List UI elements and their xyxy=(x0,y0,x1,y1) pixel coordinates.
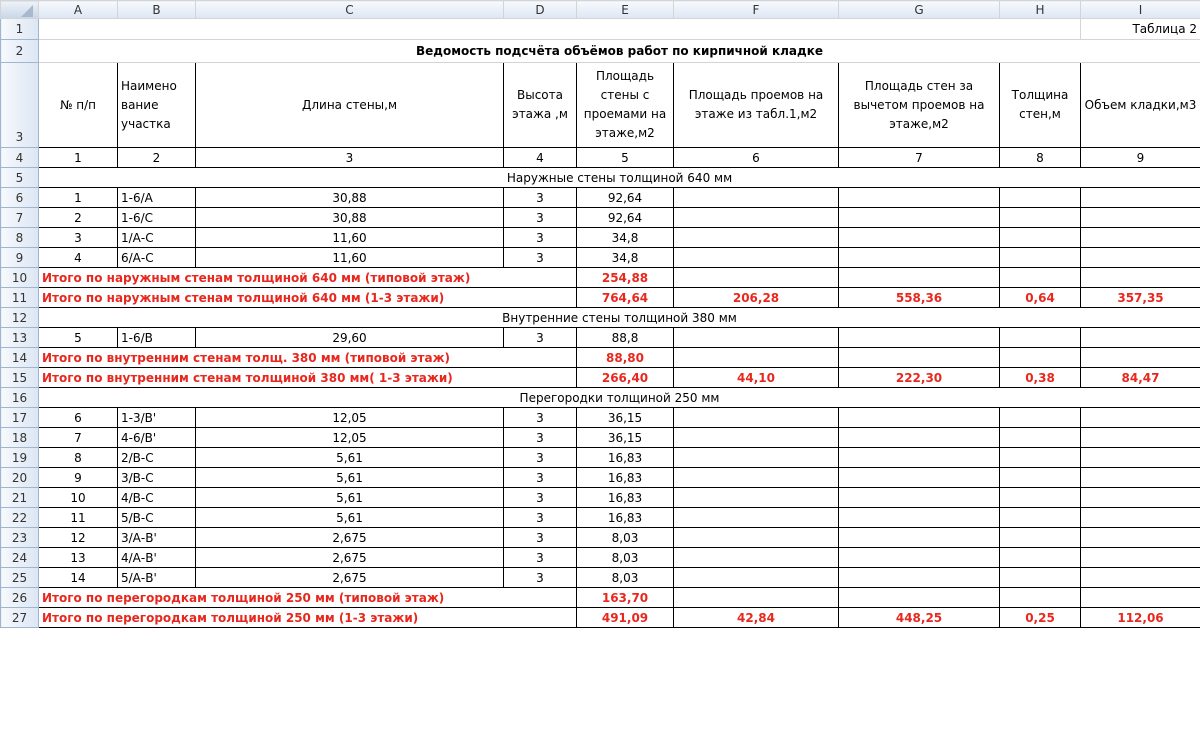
total-row xyxy=(1,348,1200,368)
total-net-area-cell[interactable]: 222,30 xyxy=(839,368,1000,388)
cell-section[interactable]: 4/В-С xyxy=(118,488,196,508)
empty-cell[interactable] xyxy=(839,248,1000,268)
row-header[interactable]: 14 xyxy=(1,348,39,368)
cell-number[interactable]: 10 xyxy=(39,488,118,508)
empty-cell[interactable] xyxy=(1081,348,1200,368)
empty-cell[interactable] xyxy=(674,468,839,488)
cell-area[interactable]: 8,03 xyxy=(577,528,674,548)
empty-cell[interactable] xyxy=(674,528,839,548)
empty-cell[interactable] xyxy=(1000,328,1081,348)
row-header[interactable]: 4 xyxy=(1,148,39,168)
empty-cell[interactable] xyxy=(1000,348,1081,368)
cell-number[interactable]: 1 xyxy=(39,188,118,208)
cell-height[interactable]: 3 xyxy=(504,448,577,468)
column-header-h[interactable]: H xyxy=(1000,1,1081,19)
cell-number[interactable]: 6 xyxy=(39,408,118,428)
table-label-cell[interactable]: Таблица 2 xyxy=(1081,19,1200,40)
empty-cell[interactable] xyxy=(1081,328,1200,348)
cell-section[interactable]: 5/А-В' xyxy=(118,568,196,588)
row-header[interactable]: 17 xyxy=(1,408,39,428)
column-header-i[interactable]: I xyxy=(1081,1,1200,19)
empty-cell[interactable] xyxy=(1081,468,1200,488)
header-cell-net-wall-area[interactable]: Площадь стен за вычетом проемов на этаже,м2 xyxy=(839,63,1000,148)
empty-cell[interactable] xyxy=(839,348,1000,368)
row-header[interactable]: 15 xyxy=(1,368,39,388)
empty-cell[interactable] xyxy=(839,528,1000,548)
empty-cell[interactable] xyxy=(1000,588,1081,608)
empty-cell[interactable] xyxy=(1000,568,1081,588)
total-row xyxy=(1,368,1200,388)
total-row xyxy=(1,288,1200,308)
total-area-cell[interactable]: 266,40 xyxy=(577,368,674,388)
empty-cell[interactable] xyxy=(1081,208,1200,228)
table-row xyxy=(1,488,1200,508)
cell-height[interactable]: 3 xyxy=(504,208,577,228)
empty-cell[interactable] xyxy=(1081,228,1200,248)
empty-cell[interactable] xyxy=(839,208,1000,228)
cell-height[interactable]: 3 xyxy=(504,508,577,528)
section-title-cell[interactable]: Внутренние стены толщиной 380 мм xyxy=(39,308,1200,328)
cell-height[interactable]: 3 xyxy=(504,488,577,508)
total-area-cell[interactable]: 163,70 xyxy=(577,588,674,608)
empty-cell[interactable] xyxy=(839,328,1000,348)
total-label-cell[interactable]: Итого по перегородкам толщиной 250 мм (1-3 этажи) xyxy=(39,608,577,628)
empty-cell[interactable] xyxy=(1000,528,1081,548)
empty-cell[interactable] xyxy=(1000,548,1081,568)
empty-cell[interactable] xyxy=(674,208,839,228)
header-cell-wall-thickness[interactable]: Толщина стен,м xyxy=(1000,63,1081,148)
sheet-title-cell[interactable]: Ведомость подсчёта объёмов работ по кирпичной кладке xyxy=(39,40,1200,63)
row-header[interactable]: 11 xyxy=(1,288,39,308)
total-volume-cell[interactable]: 357,35 xyxy=(1081,288,1200,308)
cell-area[interactable]: 8,03 xyxy=(577,568,674,588)
cell-length[interactable]: 5,61 xyxy=(196,488,504,508)
empty-cell[interactable] xyxy=(1081,248,1200,268)
table-row xyxy=(1,208,1200,228)
row-header[interactable]: 7 xyxy=(1,208,39,228)
cell-length[interactable]: 12,05 xyxy=(196,408,504,428)
cell-section[interactable]: 1/А-С xyxy=(118,228,196,248)
empty-cell[interactable] xyxy=(1081,268,1200,288)
total-openings-cell[interactable]: 44,10 xyxy=(674,368,839,388)
header-cell-wall-area[interactable]: Площадь стены с проемами на этаже,м2 xyxy=(577,63,674,148)
row-header[interactable]: 24 xyxy=(1,548,39,568)
cell-height[interactable]: 3 xyxy=(504,468,577,488)
total-label-cell[interactable]: Итого по перегородкам толщиной 250 мм (типовой этаж) xyxy=(39,588,577,608)
row-header[interactable]: 8 xyxy=(1,228,39,248)
select-all-icon xyxy=(21,5,33,17)
column-header-b[interactable]: B xyxy=(118,1,196,19)
cell-area[interactable]: 8,03 xyxy=(577,548,674,568)
total-volume-cell[interactable]: 84,47 xyxy=(1081,368,1200,388)
cell-section[interactable]: 1-6/В xyxy=(118,328,196,348)
empty-cell[interactable] xyxy=(674,428,839,448)
select-all-corner[interactable] xyxy=(1,1,39,19)
cell-section[interactable]: 3/А-В' xyxy=(118,528,196,548)
row-header[interactable]: 6 xyxy=(1,188,39,208)
sheet-row xyxy=(1,19,1200,40)
cell-length[interactable]: 30,88 xyxy=(196,188,504,208)
total-area-cell[interactable]: 764,64 xyxy=(577,288,674,308)
row-header[interactable]: 5 xyxy=(1,168,39,188)
header-row xyxy=(1,63,1200,148)
cell-section[interactable]: 1-3/В' xyxy=(118,408,196,428)
row-header[interactable]: 25 xyxy=(1,568,39,588)
cell-area[interactable]: 92,64 xyxy=(577,208,674,228)
table-row xyxy=(1,188,1200,208)
cell-length[interactable]: 11,60 xyxy=(196,228,504,248)
cell-number[interactable]: 7 xyxy=(39,428,118,448)
row-header[interactable]: 19 xyxy=(1,448,39,468)
cell-number[interactable]: 2 xyxy=(39,208,118,228)
empty-cell[interactable] xyxy=(839,268,1000,288)
empty-cell[interactable] xyxy=(1000,488,1081,508)
column-number-cell[interactable]: 4 xyxy=(504,148,577,168)
table-row xyxy=(1,508,1200,528)
total-area-cell[interactable]: 254,88 xyxy=(577,268,674,288)
cell-length[interactable]: 2,675 xyxy=(196,528,504,548)
row-header[interactable]: 20 xyxy=(1,468,39,488)
table-row xyxy=(1,228,1200,248)
table-row xyxy=(1,408,1200,428)
column-header-g[interactable]: G xyxy=(839,1,1000,19)
cell-section[interactable]: 1-6/С xyxy=(118,208,196,228)
cell-section[interactable]: 2/В-С xyxy=(118,448,196,468)
cell-height[interactable]: 3 xyxy=(504,328,577,348)
row-header[interactable]: 26 xyxy=(1,588,39,608)
row-header[interactable]: 1 xyxy=(1,19,39,40)
total-thickness-cell[interactable]: 0,64 xyxy=(1000,288,1081,308)
row-header[interactable]: 21 xyxy=(1,488,39,508)
empty-cell[interactable] xyxy=(1000,508,1081,528)
cell-area[interactable]: 16,83 xyxy=(577,508,674,528)
column-number-cell[interactable]: 7 xyxy=(839,148,1000,168)
column-header-f[interactable]: F xyxy=(674,1,839,19)
column-number-cell[interactable]: 2 xyxy=(118,148,196,168)
cell-length[interactable]: 2,675 xyxy=(196,548,504,568)
empty-cell[interactable] xyxy=(1000,248,1081,268)
cell-length[interactable]: 5,61 xyxy=(196,448,504,468)
empty-cell[interactable] xyxy=(674,228,839,248)
cell-number[interactable]: 5 xyxy=(39,328,118,348)
total-row xyxy=(1,608,1200,628)
table-row xyxy=(1,328,1200,348)
empty-cell[interactable] xyxy=(1000,408,1081,428)
empty-cell[interactable] xyxy=(1000,468,1081,488)
column-header-c[interactable]: C xyxy=(196,1,504,19)
row-header[interactable]: 10 xyxy=(1,268,39,288)
cell-area[interactable]: 16,83 xyxy=(577,488,674,508)
cell-number[interactable]: 11 xyxy=(39,508,118,528)
row-header[interactable]: 23 xyxy=(1,528,39,548)
header-cell-number[interactable]: № п/п xyxy=(39,63,118,148)
cell-height[interactable]: 3 xyxy=(504,528,577,548)
total-label-cell[interactable]: Итого по внутренним стенам толщиной 380 мм( 1-3 этажи) xyxy=(39,368,577,388)
empty-cell[interactable] xyxy=(674,348,839,368)
empty-cell[interactable] xyxy=(674,448,839,468)
empty-cell[interactable] xyxy=(839,488,1000,508)
column-number-row xyxy=(1,148,1200,168)
empty-cell[interactable] xyxy=(674,508,839,528)
empty-cell[interactable] xyxy=(674,488,839,508)
column-number-cell[interactable]: 5 xyxy=(577,148,674,168)
cell-area[interactable]: 34,8 xyxy=(577,228,674,248)
table-row xyxy=(1,528,1200,548)
header-cell-openings-area[interactable]: Площадь проемов на этаже из табл.1,м2 xyxy=(674,63,839,148)
row-header[interactable]: 16 xyxy=(1,388,39,408)
cell-number[interactable]: 14 xyxy=(39,568,118,588)
empty-cell[interactable] xyxy=(674,568,839,588)
total-label-cell[interactable]: Итого по внутренним стенам толщ. 380 мм (типовой этаж) xyxy=(39,348,577,368)
empty-cell[interactable] xyxy=(839,408,1000,428)
cell-length[interactable]: 5,61 xyxy=(196,508,504,528)
total-row xyxy=(1,588,1200,608)
empty-cell[interactable] xyxy=(1081,548,1200,568)
empty-cell[interactable] xyxy=(1081,568,1200,588)
empty-cell[interactable] xyxy=(1081,408,1200,428)
cell-height[interactable]: 3 xyxy=(504,408,577,428)
cell-height[interactable]: 3 xyxy=(504,568,577,588)
empty-cell[interactable] xyxy=(674,328,839,348)
total-area-cell[interactable]: 491,09 xyxy=(577,608,674,628)
cell-length[interactable]: 12,05 xyxy=(196,428,504,448)
cell-number[interactable]: 12 xyxy=(39,528,118,548)
total-thickness-cell[interactable]: 0,25 xyxy=(1000,608,1081,628)
row-header[interactable]: 27 xyxy=(1,608,39,628)
table-row xyxy=(1,448,1200,468)
cell-area[interactable]: 36,15 xyxy=(577,408,674,428)
total-openings-cell[interactable]: 206,28 xyxy=(674,288,839,308)
table-row xyxy=(1,548,1200,568)
empty-cell[interactable] xyxy=(39,19,1081,40)
row-header[interactable]: 2 xyxy=(1,40,39,63)
cell-number[interactable]: 9 xyxy=(39,468,118,488)
total-label-cell[interactable]: Итого по наружным стенам толщиной 640 мм (типовой этаж) xyxy=(39,268,577,288)
row-header[interactable]: 12 xyxy=(1,308,39,328)
empty-cell[interactable] xyxy=(1000,428,1081,448)
cell-height[interactable]: 3 xyxy=(504,228,577,248)
row-header[interactable]: 13 xyxy=(1,328,39,348)
empty-cell[interactable] xyxy=(1081,488,1200,508)
sheet-row xyxy=(1,40,1200,63)
table-row xyxy=(1,568,1200,588)
cell-number[interactable]: 8 xyxy=(39,448,118,468)
empty-cell[interactable] xyxy=(839,508,1000,528)
total-row xyxy=(1,268,1200,288)
cell-section[interactable]: 4/А-В' xyxy=(118,548,196,568)
cell-length[interactable]: 30,88 xyxy=(196,208,504,228)
empty-cell[interactable] xyxy=(1081,528,1200,548)
header-cell-wall-length[interactable]: Длина стены,м xyxy=(196,63,504,148)
cell-area[interactable]: 36,15 xyxy=(577,428,674,448)
section-row xyxy=(1,168,1200,188)
cell-area[interactable]: 88,8 xyxy=(577,328,674,348)
empty-cell[interactable] xyxy=(674,248,839,268)
table-row xyxy=(1,428,1200,448)
empty-cell[interactable] xyxy=(1081,508,1200,528)
empty-cell[interactable] xyxy=(674,408,839,428)
row-header[interactable]: 3 xyxy=(1,63,39,148)
cell-area[interactable]: 34,8 xyxy=(577,248,674,268)
section-title-cell[interactable]: Перегородки толщиной 250 мм xyxy=(39,388,1200,408)
empty-cell[interactable] xyxy=(1000,448,1081,468)
column-header-a[interactable]: A xyxy=(39,1,118,19)
cell-section[interactable]: 4-6/В' xyxy=(118,428,196,448)
column-number-cell[interactable]: 3 xyxy=(196,148,504,168)
total-net-area-cell[interactable]: 558,36 xyxy=(839,288,1000,308)
empty-cell[interactable] xyxy=(839,448,1000,468)
empty-cell[interactable] xyxy=(1000,268,1081,288)
cell-length[interactable]: 5,61 xyxy=(196,468,504,488)
column-header-e[interactable]: E xyxy=(577,1,674,19)
total-net-area-cell[interactable]: 448,25 xyxy=(839,608,1000,628)
total-thickness-cell[interactable]: 0,38 xyxy=(1000,368,1081,388)
empty-cell[interactable] xyxy=(839,428,1000,448)
column-number-cell[interactable]: 1 xyxy=(39,148,118,168)
cell-number[interactable]: 13 xyxy=(39,548,118,568)
section-title-cell[interactable]: Наружные стены толщиной 640 мм xyxy=(39,168,1200,188)
empty-cell[interactable] xyxy=(1000,188,1081,208)
empty-cell[interactable] xyxy=(674,268,839,288)
cell-section[interactable]: 3/В-С xyxy=(118,468,196,488)
empty-cell[interactable] xyxy=(1081,188,1200,208)
column-number-cell[interactable]: 6 xyxy=(674,148,839,168)
total-label-cell[interactable]: Итого по наружным стенам толщиной 640 мм (1-3 этажи) xyxy=(39,288,577,308)
empty-cell[interactable] xyxy=(839,588,1000,608)
cell-section[interactable]: 6/А-С xyxy=(118,248,196,268)
header-cell-section-name[interactable]: Наимено вание участка xyxy=(118,63,196,148)
column-header-d[interactable]: D xyxy=(504,1,577,19)
empty-cell[interactable] xyxy=(839,228,1000,248)
section-row xyxy=(1,308,1200,328)
empty-cell[interactable] xyxy=(1000,228,1081,248)
cell-area[interactable]: 92,64 xyxy=(577,188,674,208)
cell-height[interactable]: 3 xyxy=(504,428,577,448)
empty-cell[interactable] xyxy=(1081,588,1200,608)
empty-cell[interactable] xyxy=(839,468,1000,488)
header-cell-masonry-volume[interactable]: Объем кладки,м3 xyxy=(1081,63,1200,148)
cell-height[interactable]: 3 xyxy=(504,248,577,268)
empty-cell[interactable] xyxy=(839,548,1000,568)
row-header[interactable]: 9 xyxy=(1,248,39,268)
empty-cell[interactable] xyxy=(674,188,839,208)
total-openings-cell[interactable]: 42,84 xyxy=(674,608,839,628)
column-header-row xyxy=(1,1,1200,19)
empty-cell[interactable] xyxy=(1081,448,1200,468)
cell-area[interactable]: 16,83 xyxy=(577,468,674,488)
cell-area[interactable]: 16,83 xyxy=(577,448,674,468)
cell-section[interactable]: 5/В-С xyxy=(118,508,196,528)
column-number-cell[interactable]: 8 xyxy=(1000,148,1081,168)
header-cell-floor-height[interactable]: Высота этажа ,м xyxy=(504,63,577,148)
empty-cell[interactable] xyxy=(674,548,839,568)
empty-cell[interactable] xyxy=(839,188,1000,208)
section-row xyxy=(1,388,1200,408)
table-row xyxy=(1,248,1200,268)
cell-height[interactable]: 3 xyxy=(504,548,577,568)
empty-cell[interactable] xyxy=(839,568,1000,588)
cell-height[interactable]: 3 xyxy=(504,188,577,208)
cell-section[interactable]: 1-6/А xyxy=(118,188,196,208)
empty-cell[interactable] xyxy=(1000,208,1081,228)
empty-cell[interactable] xyxy=(1081,428,1200,448)
row-header[interactable]: 22 xyxy=(1,508,39,528)
cell-length[interactable]: 29,60 xyxy=(196,328,504,348)
cell-length[interactable]: 2,675 xyxy=(196,568,504,588)
column-number-cell[interactable]: 9 xyxy=(1081,148,1200,168)
cell-length[interactable]: 11,60 xyxy=(196,248,504,268)
table-row xyxy=(1,468,1200,488)
cell-number[interactable]: 4 xyxy=(39,248,118,268)
empty-cell[interactable] xyxy=(674,588,839,608)
row-header[interactable]: 18 xyxy=(1,428,39,448)
total-volume-cell[interactable]: 112,06 xyxy=(1081,608,1200,628)
total-area-cell[interactable]: 88,80 xyxy=(577,348,674,368)
cell-number[interactable]: 3 xyxy=(39,228,118,248)
